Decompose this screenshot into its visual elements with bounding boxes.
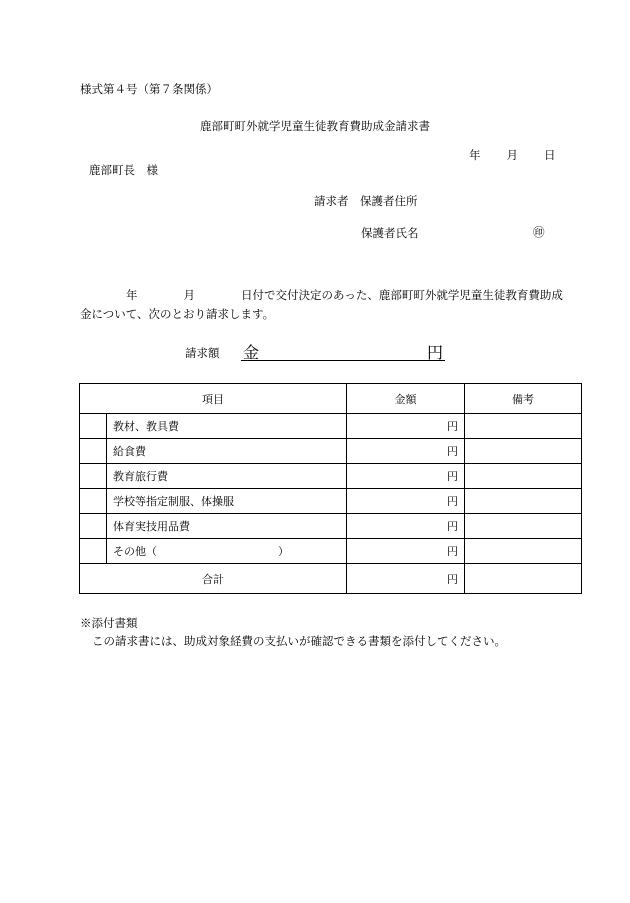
guardian-address-label: 保護者住所 xyxy=(360,194,418,208)
row-amount-field[interactable]: 円 xyxy=(347,514,465,539)
row-amount-field[interactable]: 円 xyxy=(347,539,465,564)
amount-prefix: 金 xyxy=(243,343,260,362)
table-header-row xyxy=(80,384,582,414)
table-row xyxy=(80,414,582,439)
date-month: 月 xyxy=(506,148,518,162)
addressee: 鹿部町長 様 xyxy=(89,163,158,177)
date-line xyxy=(469,147,556,163)
body-text-line-1: 年 月 日付で交付決定のあった、鹿部町町外就学児童生徒教育費助成 xyxy=(80,288,563,302)
date-year: 年 xyxy=(469,148,481,162)
total-label: 合計 xyxy=(80,564,347,594)
table-row xyxy=(80,514,582,539)
row-item: 学校等指定制服、体操服 xyxy=(107,489,347,514)
body-text-line-2: 金について、次のとおり請求します。 xyxy=(80,307,275,321)
amount-unit: 円 xyxy=(426,343,443,362)
total-amount-field[interactable]: 円 xyxy=(347,564,465,594)
attachment-title: ※添付書類 xyxy=(80,616,138,630)
row-remarks-field[interactable] xyxy=(465,464,582,489)
row-remarks-field[interactable] xyxy=(465,489,582,514)
header-amount: 金額 xyxy=(347,384,465,414)
row-item: 教育旅行費 xyxy=(107,464,347,489)
header-item: 項目 xyxy=(80,384,347,414)
row-remarks-field[interactable] xyxy=(465,514,582,539)
header-remarks: 備考 xyxy=(465,384,582,414)
document-title: 鹿部町町外就学児童生徒教育費助成金請求書 xyxy=(200,119,430,133)
row-item: 体育実技用品費 xyxy=(107,514,347,539)
row-item: 給食費 xyxy=(107,439,347,464)
table-total-row xyxy=(80,564,582,594)
row-amount-field[interactable]: 円 xyxy=(347,439,465,464)
seal-mark: ㊞ xyxy=(533,225,545,239)
expense-table xyxy=(79,383,582,594)
table-row xyxy=(80,489,582,514)
requester-address-line xyxy=(314,193,418,209)
attachment-text: この請求書には、助成対象経費の支払いが確認できる書類を添付してください。 xyxy=(92,634,506,648)
requester-label: 請求者 xyxy=(314,194,349,208)
row-amount-field[interactable]: 円 xyxy=(347,489,465,514)
table-row xyxy=(80,539,582,564)
table-row xyxy=(80,439,582,464)
row-remarks-field[interactable] xyxy=(465,414,582,439)
row-item: その他（ ） xyxy=(107,539,347,564)
guardian-name-label: 保護者氏名 xyxy=(361,226,419,240)
amount-label: 請求額 xyxy=(185,346,220,360)
row-remarks-field[interactable] xyxy=(465,439,582,464)
total-remarks-field[interactable] xyxy=(465,564,582,594)
row-amount-field[interactable]: 円 xyxy=(347,464,465,489)
date-day: 日 xyxy=(544,148,556,162)
table-row xyxy=(80,464,582,489)
row-remarks-field[interactable] xyxy=(465,539,582,564)
form-number: 様式第４号（第７条関係） xyxy=(80,82,218,96)
row-item: 教材、教具費 xyxy=(107,414,347,439)
row-amount-field[interactable]: 円 xyxy=(347,414,465,439)
amount-field[interactable] xyxy=(241,338,445,361)
